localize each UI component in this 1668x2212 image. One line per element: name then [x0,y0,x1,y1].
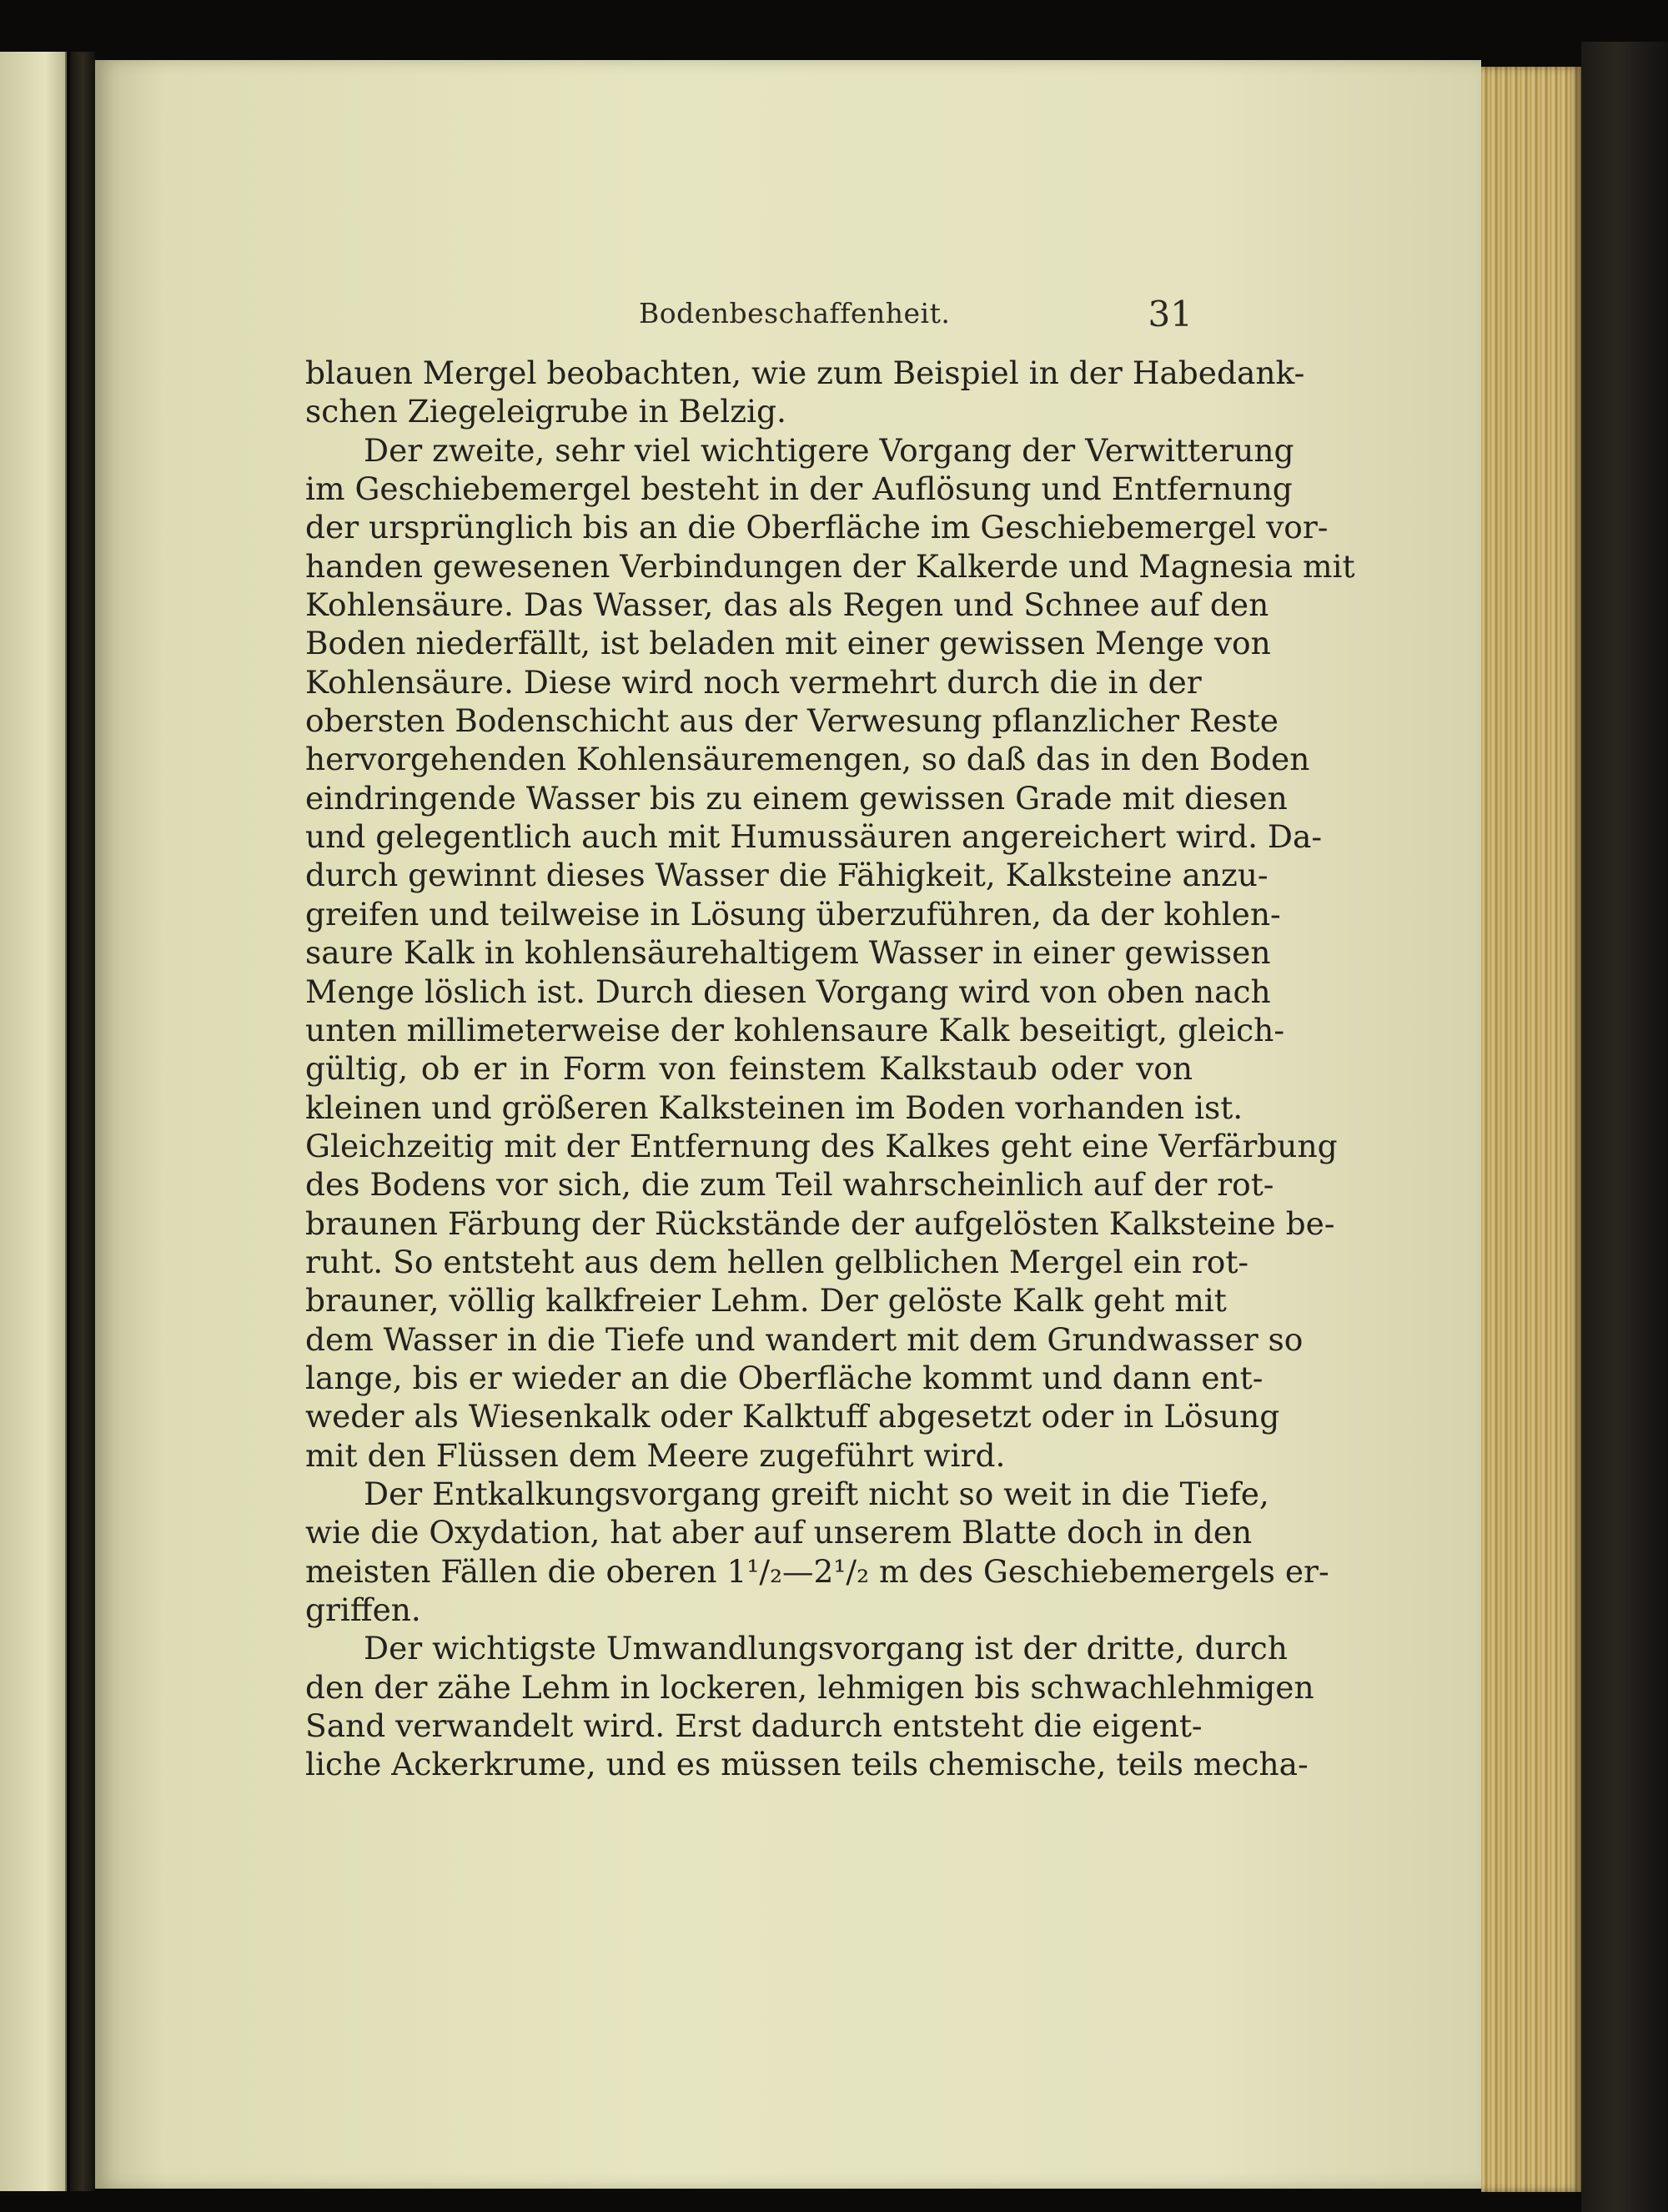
body-text [305,354,1355,1784]
paragraph [305,354,1305,431]
book-cover-edge [1581,42,1668,2212]
text-line: griffen. [305,1591,421,1628]
text-line: schen Ziegeleigrube in Belzig. [305,393,786,430]
text-line: Kohlensäure. Das Wasser, das als Regen und Schnee auf den [305,586,1269,624]
text-line: und gelegentlich auch mit Humussäuren angereichert wird. Da- [305,818,1323,856]
text-line: Der zweite, sehr viel wichtigere Vorgang der Verwitterung [364,431,1294,469]
text-line: greifen und teilweise in Lösung überzuführen, da der kohlen- [305,895,1281,933]
text-line: brauner, völlig kalkfreier Lehm. Der gelöste Kalk geht mit [305,1282,1227,1320]
page-header [305,294,1193,344]
text-line: Der wichtigste Umwandlungsvorgang ist der dritte, durch [364,1630,1288,1667]
text-line: durch gewinnt dieses Wasser die Fähigkeit, Kalksteine anzu- [305,857,1269,894]
text-line: liche Ackerkrume, und es müssen teils chemische, teils mecha- [305,1746,1309,1783]
text-line: gültig, ob er in Form von feinstem Kalkstaub oder von [305,1050,1193,1088]
text-line: Kohlensäure. Diese wird noch vermehrt durch die in der [305,663,1202,701]
text-line: blauen Mergel beobachten, wie zum Beispiel in der Habedank- [305,354,1305,391]
previous-page-edge [0,52,67,2191]
running-head: Bodenbeschaffenheit. [639,297,951,329]
text-line: eindringende Wasser bis zu einem gewissen Grade mit diesen [305,779,1288,817]
text-line: Der Entkalkungsvorgang greift nicht so weit in die Tiefe, [364,1475,1269,1512]
page-number: 31 [1148,294,1193,334]
text-line: unten millimeterweise der kohlensaure Kalk beseitigt, gleich- [305,1011,1284,1048]
book-gutter [70,52,95,2191]
text-line: handen gewesenen Verbindungen der Kalkerde und Magnesia mit [305,547,1355,585]
paragraph [305,1475,1329,1629]
text-line: weder als Wiesenkalk oder Kalktuff abgesetzt oder in Lösung [305,1398,1280,1435]
text-line: Boden niederfällt, ist beladen mit einer gewissen Menge von [305,625,1271,662]
text-line: der ursprünglich bis an die Oberfläche im Geschiebemergel vor- [305,509,1329,546]
text-line: mit den Flüssen dem Meere zugeführt wird. [305,1436,1006,1474]
text-line: saure Kalk in kohlensäurehaltigem Wasser in einer gewissen [305,934,1271,972]
page-edges [1481,67,1581,2192]
text-line: Menge löslich ist. Durch diesen Vorgang wird von oben nach [305,973,1271,1010]
text-line: den der zähe Lehm in lockeren, lehmigen bis schwachlehmigen [305,1668,1314,1706]
text-line: kleinen und größeren Kalksteinen im Boden vorhanden ist. [305,1088,1243,1126]
text-line: im Geschiebemergel besteht in der Auflösung und Entfernung [305,470,1293,508]
text-line: dem Wasser in die Tiefe und wandert mit dem Grundwasser so [305,1320,1304,1358]
paragraph [305,1629,1314,1783]
text-line: des Bodens vor sich, die zum Teil wahrscheinlich auf der rot- [305,1166,1274,1204]
text-line: lange, bis er wieder an die Oberfläche kommt und dann ent- [305,1359,1264,1396]
text-line: Sand verwandelt wird. Erst dadurch entsteht die eigent- [305,1707,1203,1745]
text-line: meisten Fällen die oberen 1¹/₂—2¹/₂ m des Geschiebemergels er- [305,1552,1329,1590]
text-line: hervorgehenden Kohlensäuremengen, so daß das in den Boden [305,741,1310,778]
text-line: Gleichzeitig mit der Entfernung des Kalkes geht eine Verfärbung [305,1127,1338,1164]
text-line: ruht. So entsteht aus dem hellen gelblichen Mergel ein rot- [305,1243,1249,1280]
text-line: braunen Färbung der Rückstände der aufgelösten Kalksteine be- [305,1204,1335,1242]
text-line: wie die Oxydation, hat aber auf unserem Blatte doch in den [305,1514,1253,1551]
text-line: obersten Bodenschicht aus der Verwesung pflanzlicher Reste [305,702,1279,740]
paragraph [305,431,1355,1475]
